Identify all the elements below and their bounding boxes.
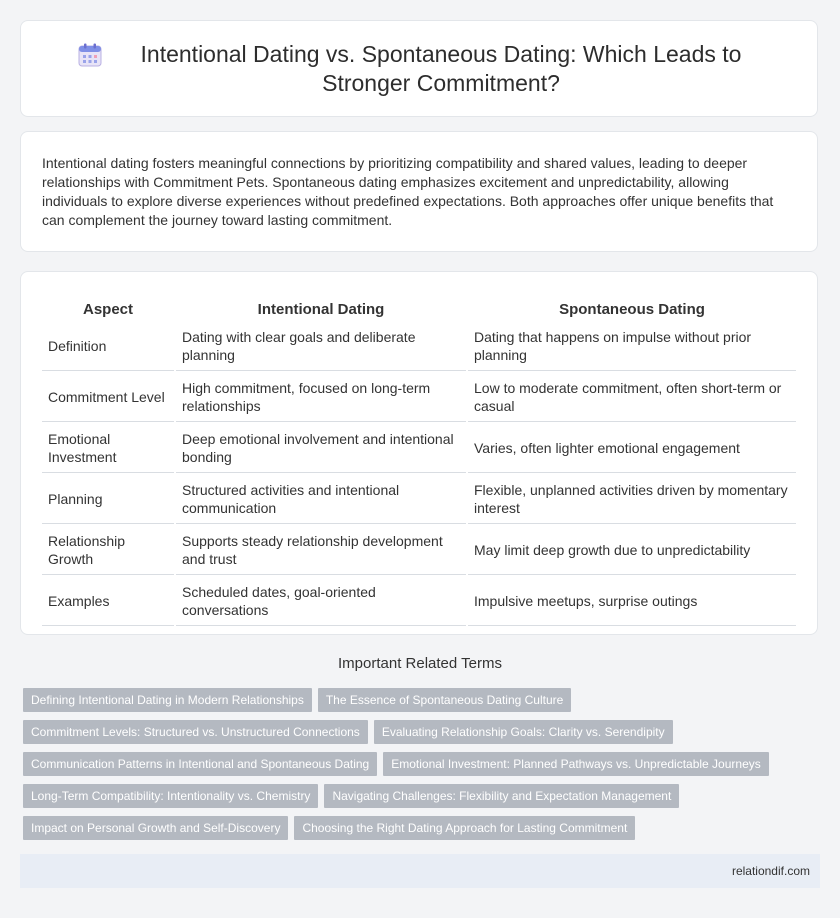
table-cell-aspect: Examples <box>42 577 174 626</box>
calendar-icon <box>77 42 103 68</box>
related-terms-heading: Important Related Terms <box>338 655 502 672</box>
related-terms-list <box>23 688 813 848</box>
column-header-spontaneous: Spontaneous Dating <box>559 300 705 318</box>
related-term-tag[interactable]: Communication Patterns in Intentional and Spontaneous Dating <box>23 752 377 776</box>
table-cell-spontaneous: Dating that happens on impulse without prior planning <box>468 322 796 371</box>
intro-text: Intentional dating fosters meaningful connections by prioritizing compatibility and shared values, leading to deeper relationships with Commitment Pets. Spontaneous dating emphasizes excitement and unpredictability, allowing individuals to explore diverse experiences without predefined expectations. Both approaches offer unique benefits that can complement the journey toward lasting commitment. <box>42 155 774 228</box>
tag-row <box>23 752 813 776</box>
table-cell-intentional: High commitment, focused on long-term relationships <box>176 373 466 422</box>
table-cell-intentional: Deep emotional involvement and intentional bonding <box>176 424 466 473</box>
comparison-table <box>40 296 798 628</box>
table-row <box>42 322 796 371</box>
table-cell-spontaneous: May limit deep growth due to unpredictability <box>468 526 796 575</box>
table-row <box>42 577 796 626</box>
table-cell-aspect: Commitment Level <box>42 373 174 422</box>
title-card <box>20 20 818 117</box>
table-cell-intentional: Scheduled dates, goal-oriented conversations <box>176 577 466 626</box>
table-cell-spontaneous: Varies, often lighter emotional engagement <box>468 424 796 473</box>
title-wrap <box>77 40 761 98</box>
table-header-row <box>42 298 796 320</box>
table-row <box>42 475 796 524</box>
related-term-tag[interactable]: Long-Term Compatibility: Intentionality vs. Chemistry <box>23 784 318 808</box>
table-row <box>42 526 796 575</box>
related-term-tag[interactable]: Evaluating Relationship Goals: Clarity vs. Serendipity <box>374 720 673 744</box>
related-term-tag[interactable]: Defining Intentional Dating in Modern Relationships <box>23 688 312 712</box>
table-cell-spontaneous: Impulsive meetups, surprise outings <box>468 577 796 626</box>
related-term-tag[interactable]: Impact on Personal Growth and Self-Discovery <box>23 816 288 840</box>
footer-site-link[interactable]: relationdif.com <box>731 864 810 878</box>
table-cell-intentional: Structured activities and intentional communication <box>176 475 466 524</box>
table-cell-spontaneous: Flexible, unplanned activities driven by momentary interest <box>468 475 796 524</box>
table-cell-aspect: Definition <box>42 322 174 371</box>
related-term-tag[interactable]: Choosing the Right Dating Approach for Lasting Commitment <box>294 816 635 840</box>
column-header-aspect: Aspect <box>82 300 134 318</box>
tag-row <box>23 688 813 712</box>
tag-row <box>23 784 813 808</box>
related-term-tag[interactable]: Emotional Investment: Planned Pathways vs. Unpredictable Journeys <box>383 752 769 776</box>
table-cell-aspect: Relationship Growth <box>42 526 174 575</box>
table-row <box>42 373 796 422</box>
table-row <box>42 424 796 473</box>
tag-row <box>23 720 813 744</box>
table-cell-intentional: Supports steady relationship development and trust <box>176 526 466 575</box>
table-cell-aspect: Planning <box>42 475 174 524</box>
table-cell-spontaneous: Low to moderate commitment, often short-term or casual <box>468 373 796 422</box>
footer <box>20 854 820 888</box>
column-header-intentional: Intentional Dating <box>257 300 385 318</box>
page-title: Intentional Dating vs. Spontaneous Dating: Which Leads to Stronger Commitment? <box>140 40 742 96</box>
table-cell-aspect: Emotional Investment <box>42 424 174 473</box>
related-term-tag[interactable]: Navigating Challenges: Flexibility and Expectation Management <box>324 784 679 808</box>
intro-card <box>20 131 818 252</box>
table-cell-intentional: Dating with clear goals and deliberate planning <box>176 322 466 371</box>
related-term-tag[interactable]: Commitment Levels: Structured vs. Unstructured Connections <box>23 720 368 744</box>
comparison-card <box>20 271 818 635</box>
related-term-tag[interactable]: The Essence of Spontaneous Dating Culture <box>318 688 571 712</box>
tag-row <box>23 816 813 840</box>
